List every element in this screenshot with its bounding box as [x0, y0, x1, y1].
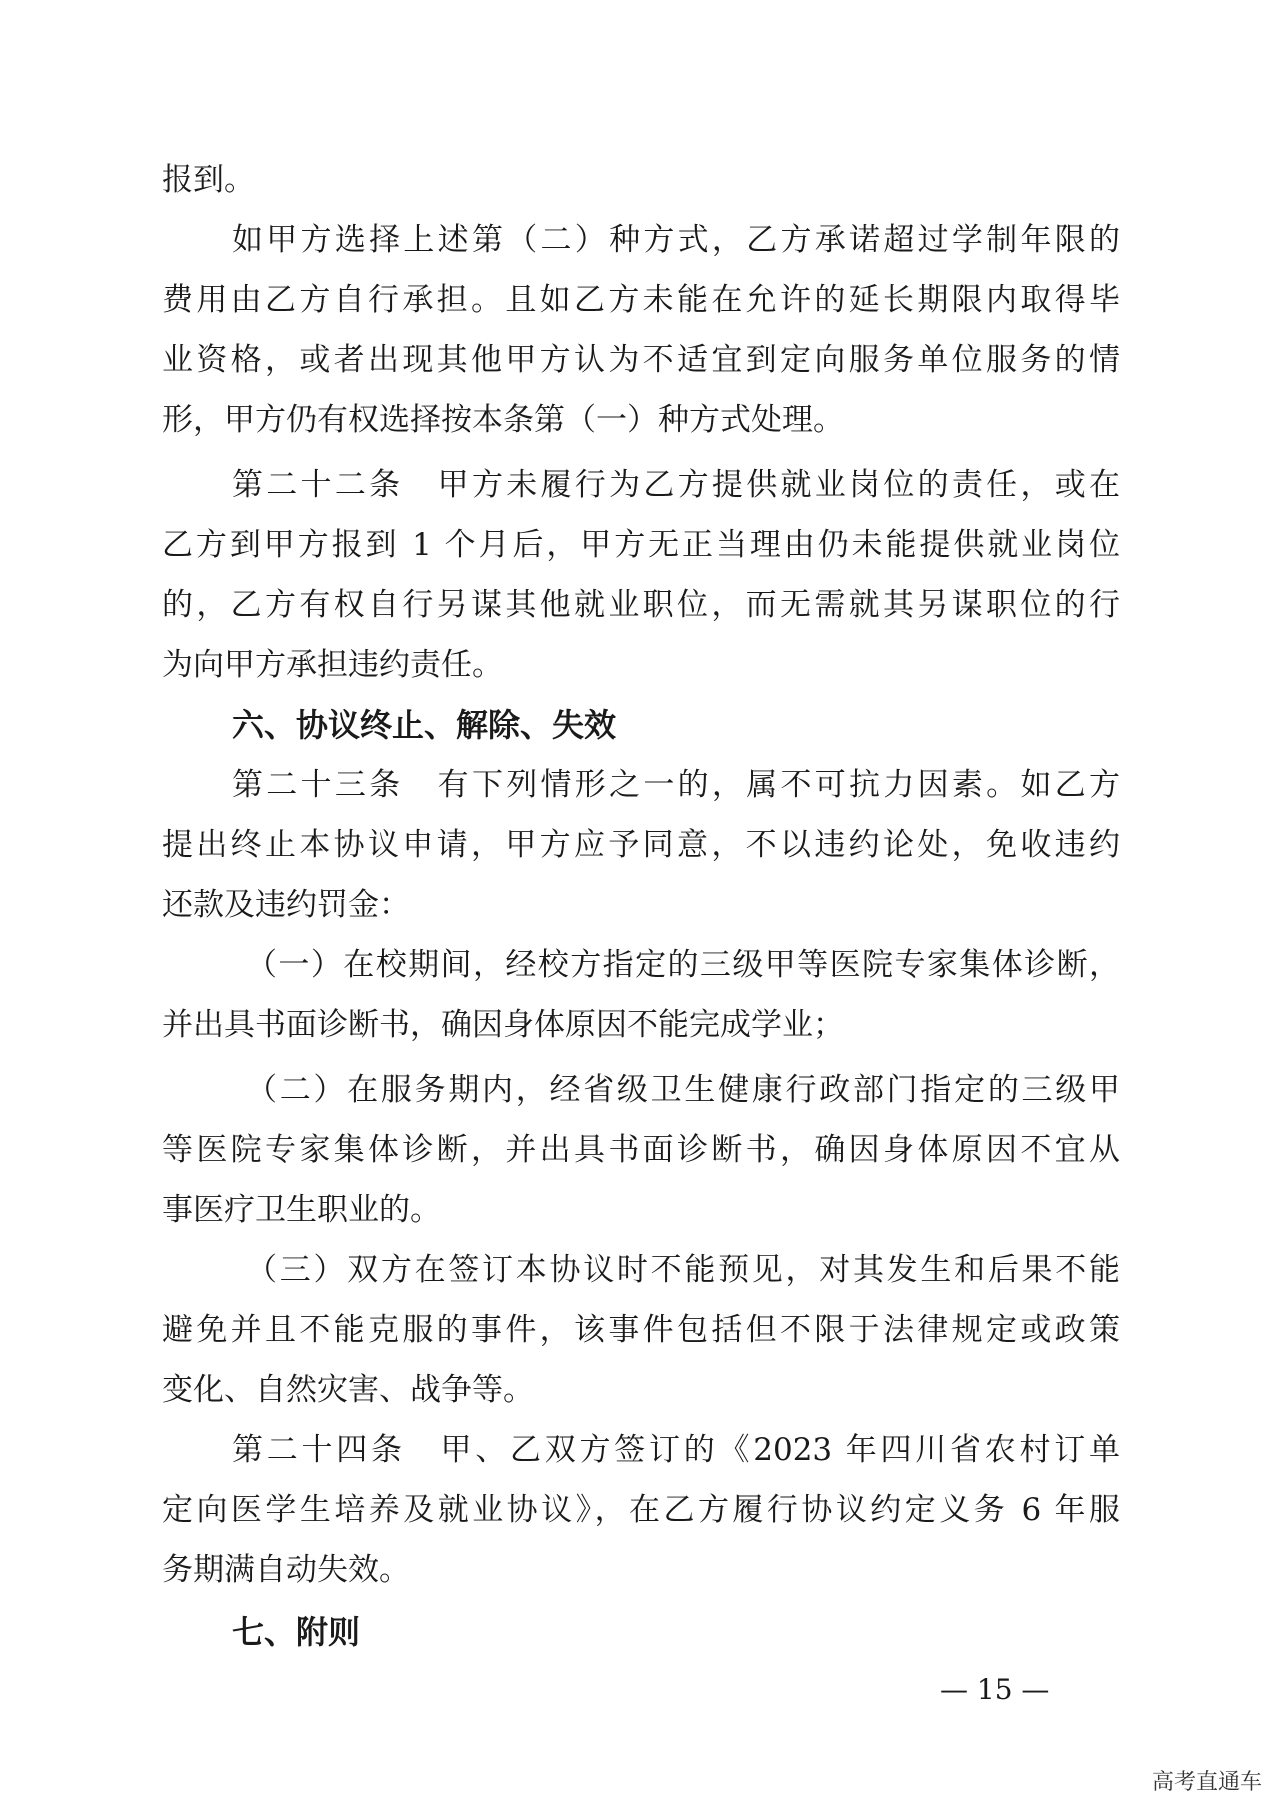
list-item-3-line: （三）双方在签订本协议时不能预见，对其发生和后果不能	[246, 1252, 1120, 1288]
article-24-line: 第二十四条 甲、乙双方签订的《2023 年四川省农村订单	[232, 1432, 1120, 1468]
paragraph-line: 定向医学生培养及就业协议》，在乙方履行协议约定义务 6 年服	[162, 1492, 1120, 1528]
article-23-line: 第二十三条 有下列情形之一的，属不可抗力因素。如乙方	[232, 767, 1120, 803]
article-22-line: 第二十二条 甲方未履行为乙方提供就业岗位的责任，或在	[232, 467, 1120, 503]
paragraph-line: 并出具书面诊断书，确因身体原因不能完成学业；	[162, 1007, 844, 1043]
paragraph-line: 如甲方选择上述第（二）种方式，乙方承诺超过学制年限的	[232, 222, 1120, 258]
paragraph-line: 提出终止本协议申请，甲方应予同意，不以违约论处，免收违约	[162, 827, 1120, 863]
section-heading-7: 七、附则	[232, 1613, 361, 1651]
paragraph-line: 报到。	[162, 162, 255, 198]
list-item-2-line: （二）在服务期内，经省级卫生健康行政部门指定的三级甲	[246, 1072, 1120, 1108]
paragraph-line: 等医院专家集体诊断，并出具书面诊断书，确因身体原因不宜从	[162, 1132, 1120, 1168]
list-item-1-line: （一）在校期间，经校方指定的三级甲等医院专家集体诊断，	[246, 947, 1120, 983]
page-number: — 15 —	[940, 1673, 1050, 1706]
paragraph-line: 形，甲方仍有权选择按本条第（一）种方式处理。	[162, 402, 844, 438]
paragraph-line: 务期满自动失效。	[162, 1552, 410, 1588]
paragraph-line: 避免并且不能克服的事件，该事件包括但不限于法律规定或政策	[162, 1312, 1120, 1348]
paragraph-line: 事医疗卫生职业的。	[162, 1192, 441, 1228]
paragraph-line: 乙方到甲方报到 1 个月后，甲方无正当理由仍未能提供就业岗位	[162, 527, 1120, 563]
paragraph-line: 费用由乙方自行承担。且如乙方未能在允许的延长期限内取得毕	[162, 282, 1120, 318]
paragraph-line: 变化、自然灾害、战争等。	[162, 1372, 534, 1408]
paragraph-line: 业资格，或者出现其他甲方认为不适宜到定向服务单位服务的情	[162, 342, 1120, 378]
paragraph-line: 的，乙方有权自行另谋其他就业职位，而无需就其另谋职位的行	[162, 587, 1120, 623]
paragraph-line: 为向甲方承担违约责任。	[162, 647, 503, 683]
watermark-text: 高考直通车	[1152, 1770, 1263, 1795]
paragraph-line: 还款及违约罚金：	[162, 887, 410, 923]
section-heading-6: 六、协议终止、解除、失效	[232, 706, 617, 744]
